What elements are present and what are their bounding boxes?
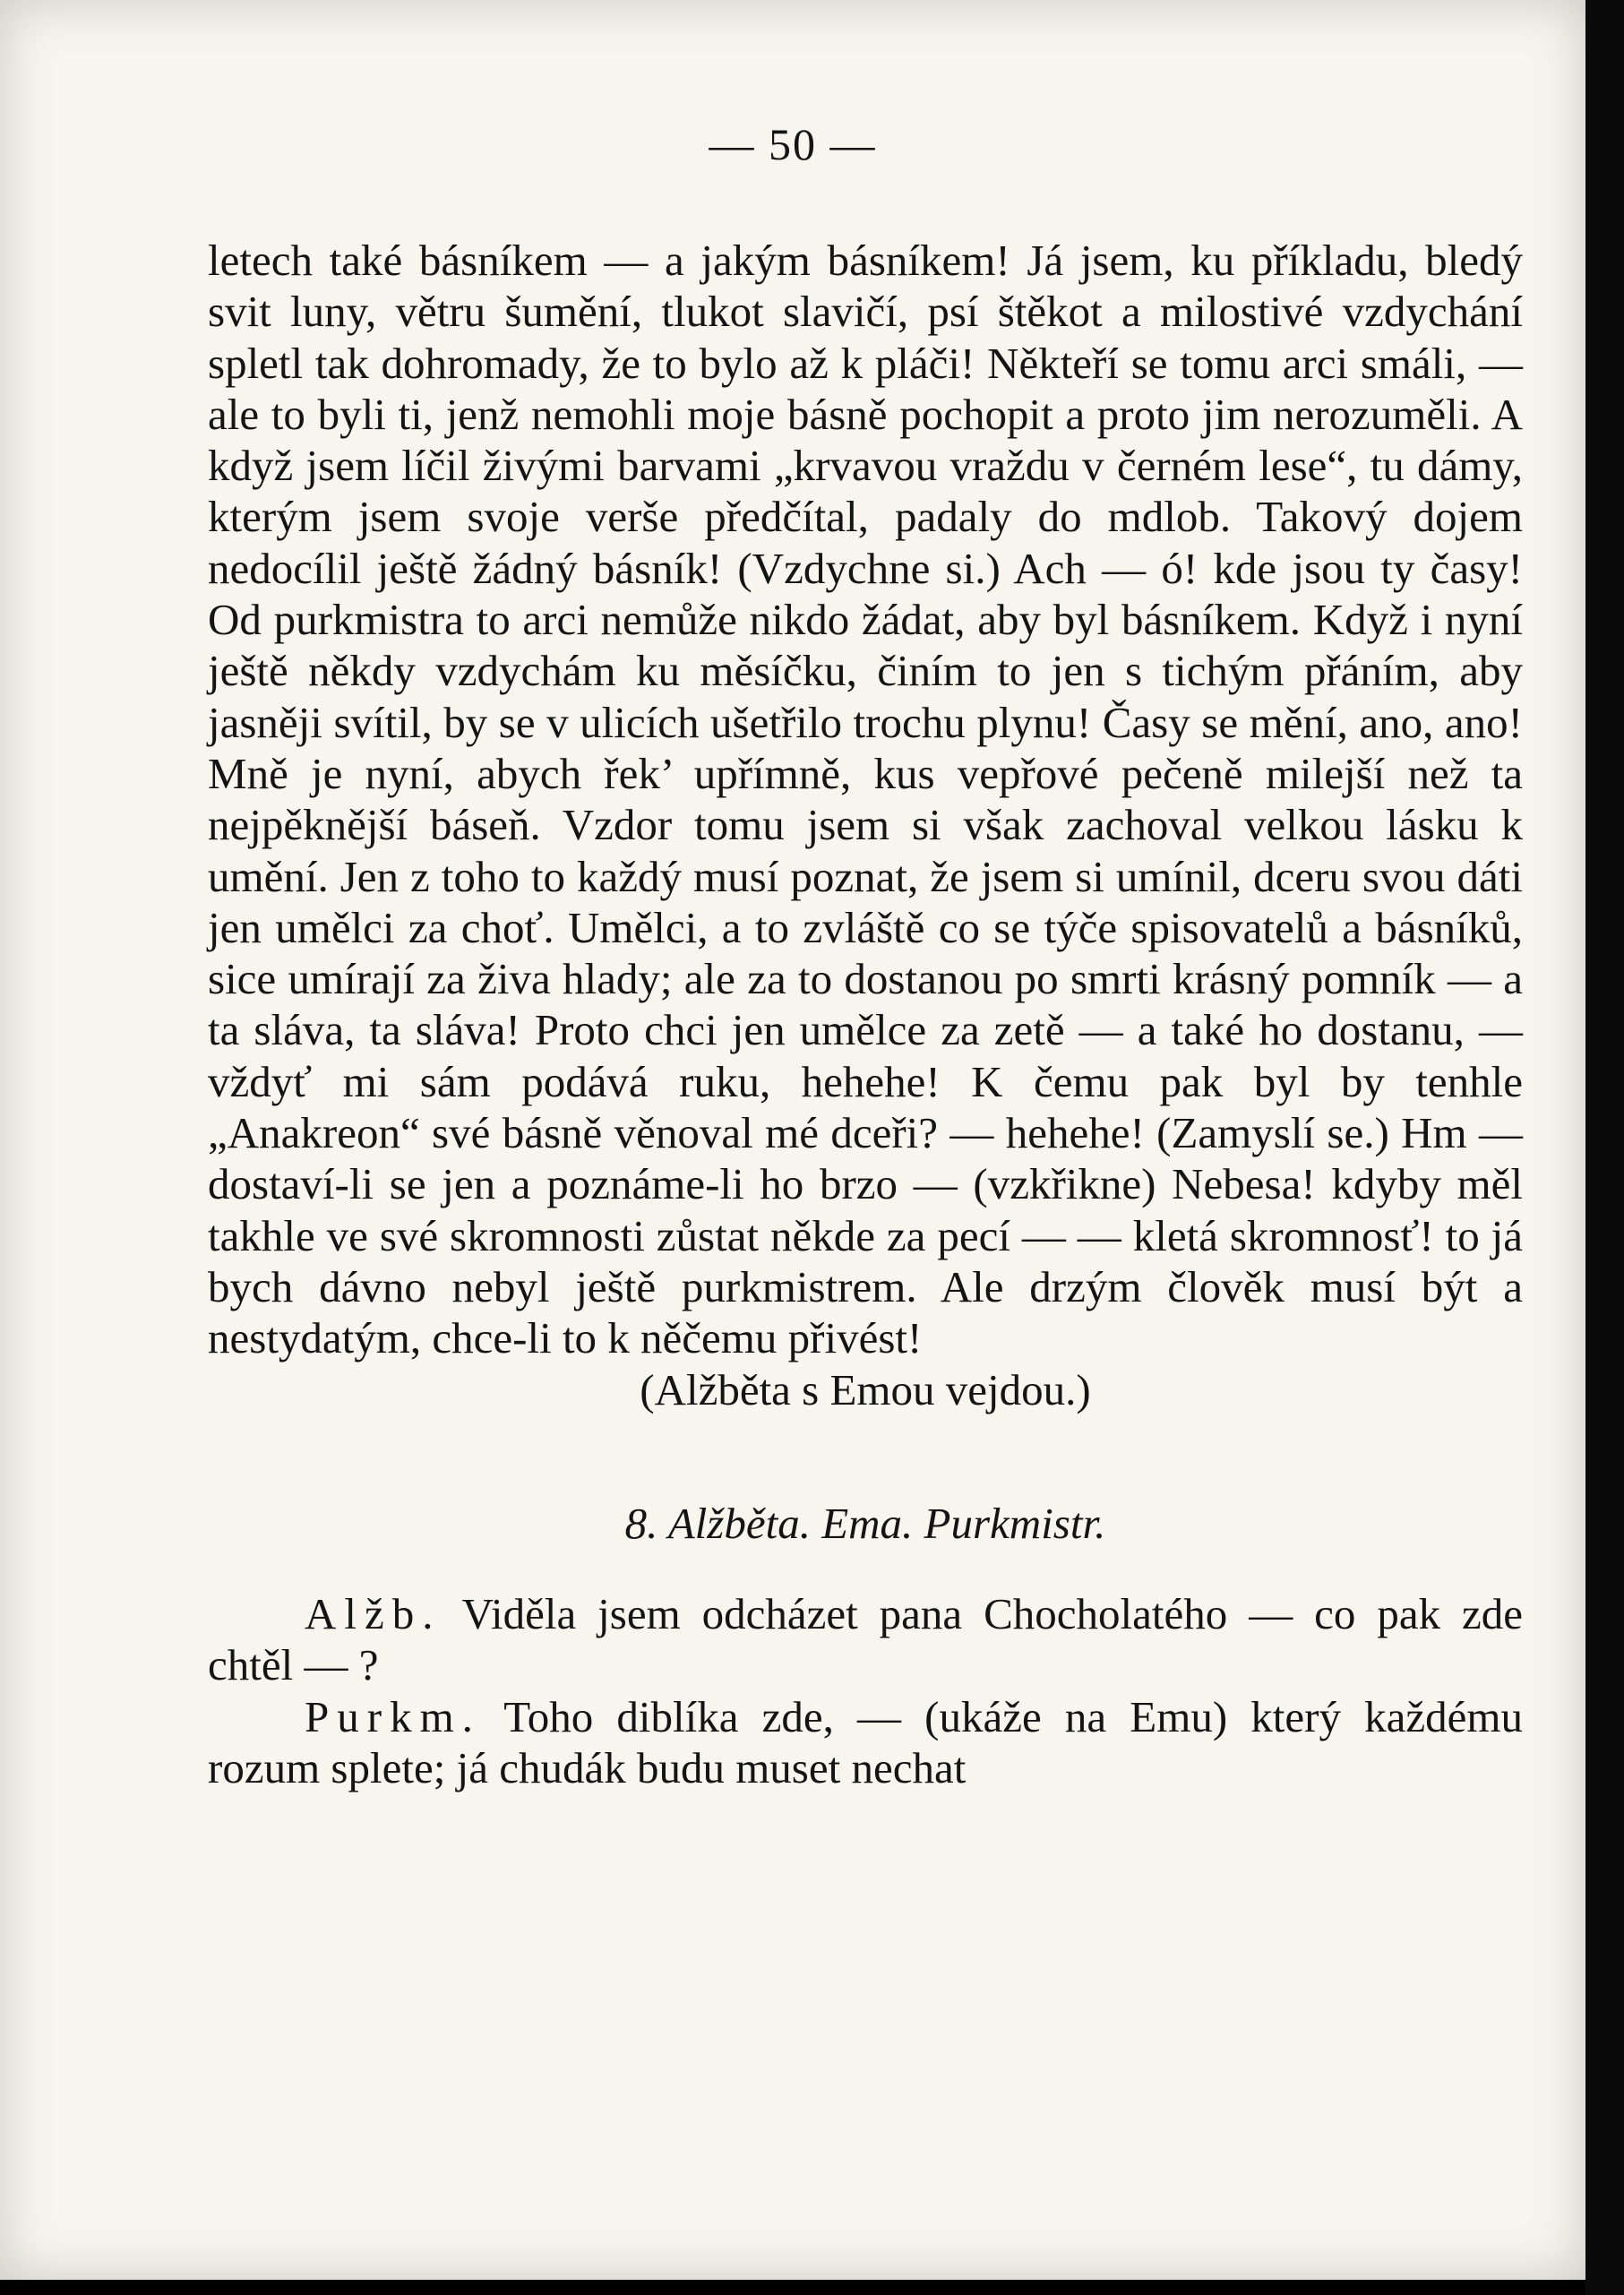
monologue-paragraph: letech také básníkem — a jakým básníkem! Já jsem, ku příkladu, bledý svit luny, větru šumění, tlukot slavičí, psí štěkot a milostivé vzdychání spletl tak dohromady, že to bylo až k pláči! Někteří se tomu arci smáli, — ale to byli ti, jenž nemohli moje básně pochopit a proto jim nerozuměli. A když jsem líčil živými barvami „krvavou vraždu v černém lese“, tu dámy, kterým jsem svoje verše předčítal, padaly do mdlob. Takový dojem nedocílil ještě žádný básník! (Vzdychne si.) Ach — ó! kde jsou ty časy! Od purkmistra to arci nemůže nikdo žádat, aby byl básníkem. Když i nyní ještě někdy vzdychám ku měsíčku, činím to jen s tichým přáním, aby jasněji svítil, by se v ulicích ušetřilo trochu plynu! Časy se mění, ano, ano! Mně je nyní, abych řek’ upřímně, kus vepřové pečeně milejší než ta nejpěknější báseň. Vzdor tomu jsem si však zachoval velkou lásku k umění. Jen z toho to každý musí poznat, že jsem si umínil, dceru svou dáti jen umělci za choť. Umělci, a to zvláště co se týče spisovatelů a básníků, sice umírají za živa hlady; ale za to dostanou po smrti krásný pomník — a ta sláva, ta sláva! Proto chci jen umělce za zetě — a také ho dostanu, — vždyť mi sám podává ruku, hehehe! K čemu pak byl by tenhle „Anakreon“ své básně věnoval mé dceři? — hehehe! (Zamyslí se.) Hm — dostaví-li se jen a poznáme-li ho brzo — (vzkřikne) Nebesa! kdyby měl takhle ve své skromnosti zůstat někde za pecí — — kletá skromnosť! to já bych dávno nebyl ještě purkmistrem. Ale drzým člověk musí být a nestydatým, chce-li to k něčemu přivést! bbox=[208, 236, 1523, 1363]
dialogue-text: Toho diblíka zde, — (ukáže na Emu) který každému rozum splete; já chudák budu muset nechat bbox=[208, 1691, 1524, 1793]
dialogue-line bbox=[208, 1588, 1523, 1691]
page-number: — 50 — bbox=[709, 119, 877, 169]
scene-heading: 8. Alžběta. Ema. Purkmistr. bbox=[624, 1498, 1106, 1548]
dialogue-text: Viděla jsem odcházet pana Chocholatého — co pak zde chtěl — ? bbox=[208, 1589, 1524, 1690]
speaker-name: Alžb. bbox=[305, 1589, 442, 1639]
dialogue-line bbox=[208, 1691, 1523, 1794]
stage-direction: (Alžběta s Emou vejdou.) bbox=[640, 1364, 1091, 1414]
speaker-name: Purkm. bbox=[305, 1691, 481, 1741]
text-block bbox=[208, 235, 1523, 1793]
scan-border bbox=[1585, 0, 1624, 2295]
